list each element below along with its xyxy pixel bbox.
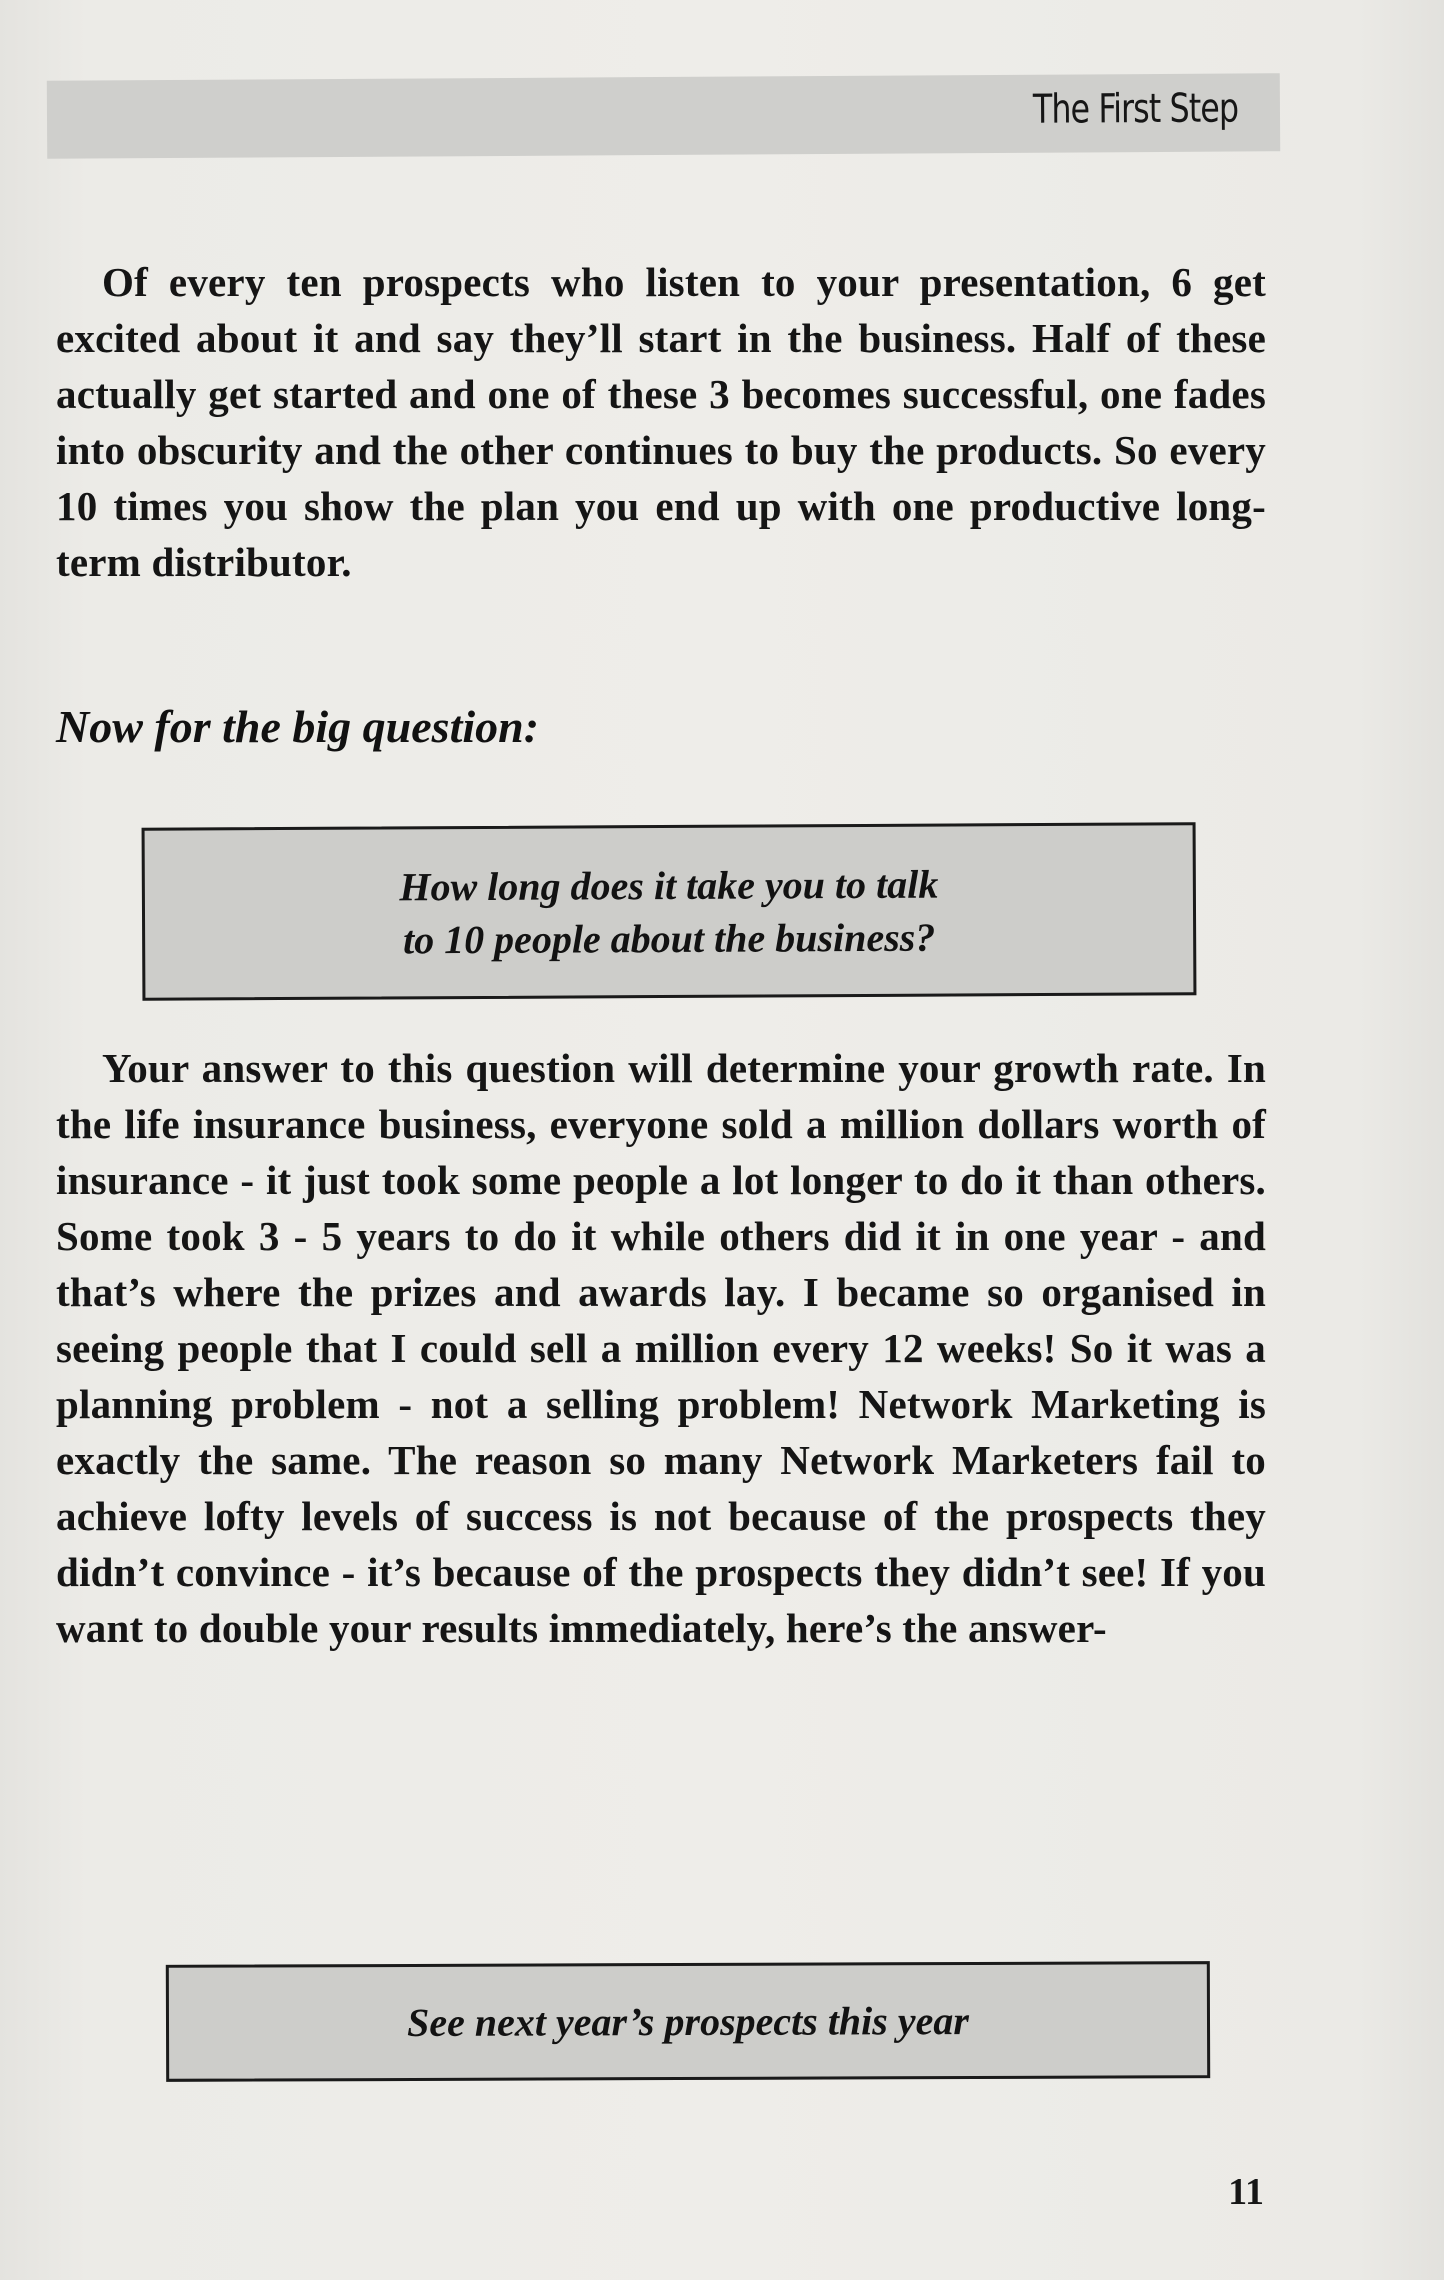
text-segment: If you want to double your results immediately, here’s the answer- bbox=[56, 1549, 1267, 1651]
callout-answer-text: See next year’s prospects this year bbox=[407, 1998, 969, 2045]
paragraph-text: Of every ten prospects who listen to your presentation, 6 get excited about it and say they’ll start in the business. Half of these actually get started and one of these 3 becomes successful, one fades into obscurity and the other continues to buy the products. So every 10 times you show the plan you end up with one productive long-term distributor. bbox=[56, 259, 1266, 585]
text-segment: sold a million dollars worth of insurance - it just took some people a lot longer to do it than others. Some took 3 - 5 years to do it while others did it in one year - and that’s where the prizes and awards lay. I became so organised in seeing people that I could sell a million every 12 weeks! So it was a bbox=[56, 1101, 1266, 1371]
paragraph-prospects bbox=[56, 254, 1266, 590]
page-number: 11 bbox=[1228, 2171, 1264, 2213]
subheading-big-question: Now for the big question: bbox=[56, 701, 540, 752]
running-head-bar bbox=[47, 73, 1280, 159]
paragraph-text bbox=[56, 1040, 1266, 1656]
text-segment: - not a selling problem! Network Marketing is exactly the same. The reason so many Network Marketers fail to achieve lofty levels of success is not because of the prospects they didn’t convince - it’s because of the prospects they bbox=[56, 1381, 1266, 1595]
callout-question-line-2: to 10 people about the business? bbox=[402, 914, 936, 962]
callout-question-box bbox=[142, 822, 1197, 1001]
callout-question-line-1: How long does it take you to talk bbox=[399, 861, 939, 909]
chapter-title: The First Step bbox=[1032, 85, 1239, 133]
emphasis-planning-problem: planning problem bbox=[56, 1381, 380, 1427]
paragraph-growth-rate bbox=[56, 1040, 1266, 1656]
callout-answer-box bbox=[166, 1961, 1210, 2082]
emphasis-didnt-see: didn’t see! bbox=[961, 1549, 1149, 1595]
emphasis-everyone: everyone bbox=[549, 1101, 709, 1147]
text-segment: Your answer to this question will determine your growth rate. In the life insurance business, bbox=[56, 1045, 1266, 1147]
